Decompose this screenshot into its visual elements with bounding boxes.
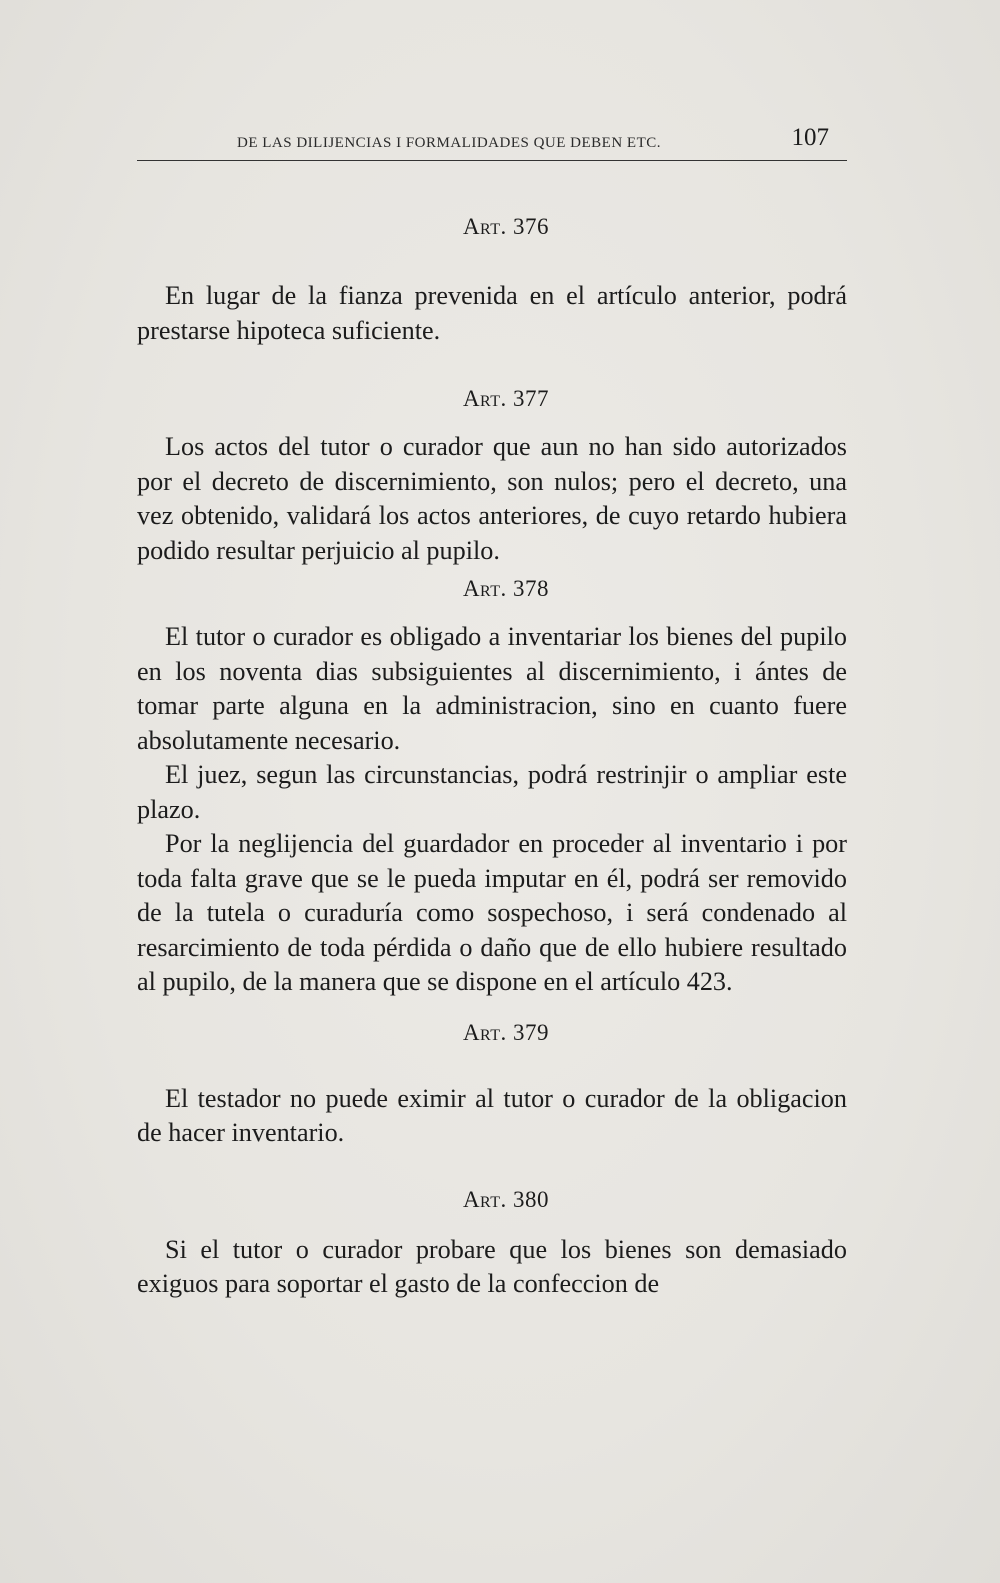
article-376-paragraph: En lugar de la fianza prevenida en el artículo anterior, podrá prestarse hipoteca suficiente. [137,281,847,345]
article-378-paragraph-2: El juez, segun las circunstancias, podrá restrinjir o ampliar este plazo. [137,760,847,824]
article-379-paragraph: El testador no puede eximir al tutor o curador de la obligacion de hacer inventario. [137,1083,847,1147]
article-heading-377: Art. 377 [462,386,550,411]
article-heading-380: Art. 380 [462,1186,550,1212]
article-heading-376: Art. 376 [462,214,550,239]
article-378-paragraph-3: Por la neglijencia del guardador en proceder al inventario i por toda falta grave que se le pueda imputar en él, podrá ser removido de la tutela o curaduría como sospechoso, i será condenado al resarcimiento de toda pérdida o daño que de ello hubiere resultado al pupilo, de la manera que se dispone en el artículo 423. [137,829,847,996]
article-380-paragraph: Si el tutor o curador probare que los bienes son demasiado exiguos para soportar el gasto de la confeccion de [137,1234,847,1298]
article-378-paragraph-1: El tutor o curador es obligado a inventariar los bienes del pupilo en los noventa dias subsiguientes al discernimiento, i ántes de tomar parte alguna en la administracion, sino en cuanto fuere absolutamente necesario. [137,622,847,755]
article-377-paragraph: Los actos del tutor o curador que aun no han sido autorizados por el decreto de discernimiento, son nulos; pero el decreto, una vez obtenido, validará los actos anteriores, de cuyo retardo hubiera podido resultar perjuicio al pupilo. [137,432,847,565]
running-header [137,126,847,161]
body-text [137,210,847,1302]
article-heading-378: Art. 378 [462,576,550,601]
page-number: 107 [791,124,829,151]
running-title: DE LAS DILIJENCIAS I FORMALIDADES QUE DEBEN ETC. [237,135,661,151]
article-heading-379: Art. 379 [462,1019,550,1045]
